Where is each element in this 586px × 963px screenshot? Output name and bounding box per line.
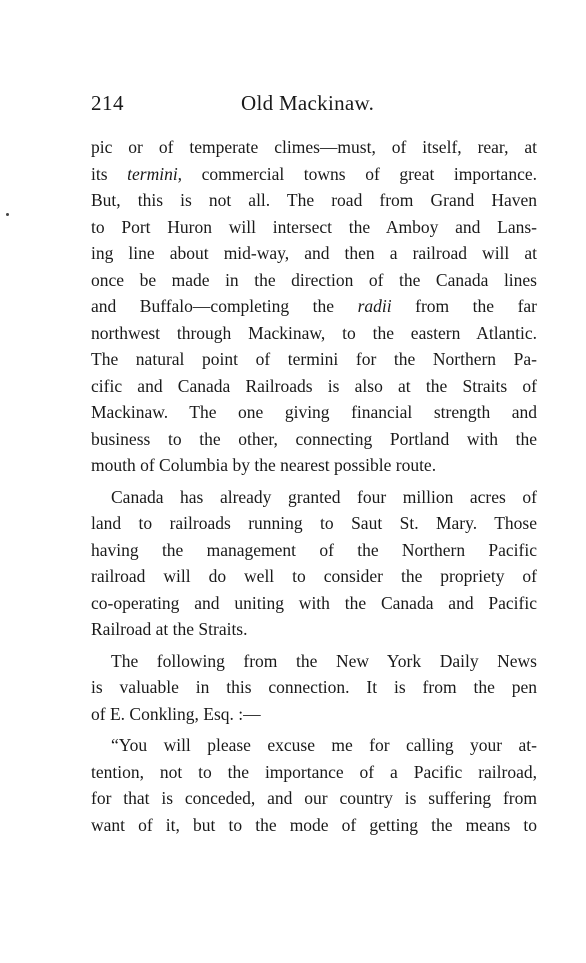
text-line: once be made in the direction of the Canada lines bbox=[91, 269, 537, 290]
text-line: co-operating and uniting with the Canada and Pacific bbox=[91, 592, 537, 613]
text-line: tention, not to the importance of a Pacific railroad, bbox=[91, 761, 537, 782]
text-line: railroad will do well to consider the propriety of bbox=[91, 566, 537, 586]
text-line: The following from the New York Daily News bbox=[111, 650, 537, 671]
text-line: and Buffalo—completing the radii from the far bbox=[91, 296, 537, 316]
paragraph bbox=[91, 732, 537, 838]
text-line: Canada has already granted four million acres of bbox=[111, 486, 537, 507]
text-line: its termini, commercial towns of great importance. bbox=[91, 163, 537, 184]
paragraph bbox=[91, 134, 537, 479]
text-line: pic or of temperate climes—must, of itself, rear, at bbox=[91, 137, 537, 157]
text-line: want of it, but to the mode of getting the means to bbox=[91, 814, 537, 835]
text-line: of E. Conkling, Esq. :— bbox=[91, 703, 261, 724]
text-line: for that is conceded, and our country is suffering from bbox=[91, 788, 537, 808]
text-line: ing line about mid-way, and then a railroad will at bbox=[91, 243, 537, 263]
text-line: northwest through Mackinaw, to the eastern Atlantic. bbox=[91, 322, 537, 343]
page-header bbox=[91, 91, 537, 121]
text-line: mouth of Columbia by the nearest possible route. bbox=[91, 455, 437, 475]
text-line: is valuable in this connection. It is from the pen bbox=[91, 677, 537, 697]
paragraph bbox=[91, 648, 537, 728]
text-line: But, this is not all. The road from Grand Haven bbox=[91, 190, 537, 210]
text-line: business to the other, connecting Portland with the bbox=[91, 428, 537, 449]
text-line: Mackinaw. The one giving financial strength and bbox=[91, 402, 537, 422]
text-line: to Port Huron will intersect the Amboy and Lans- bbox=[91, 216, 537, 237]
text-line: cific and Canada Railroads is also at the Straits of bbox=[91, 375, 537, 396]
text-line: The natural point of termini for the Northern Pa- bbox=[91, 349, 537, 369]
text-line: land to railroads running to Saut St. Mary. Those bbox=[91, 513, 537, 533]
text-line: Railroad at the Straits. bbox=[91, 619, 248, 639]
running-title: Old Mackinaw. bbox=[241, 91, 375, 115]
text-line: “You will please excuse me for calling your at- bbox=[111, 735, 537, 755]
page-number: 214 bbox=[91, 91, 124, 115]
body-text bbox=[91, 134, 537, 838]
paragraph bbox=[91, 484, 537, 643]
margin-speck bbox=[6, 213, 9, 216]
text-line: having the management of the Northern Pacific bbox=[91, 539, 537, 560]
